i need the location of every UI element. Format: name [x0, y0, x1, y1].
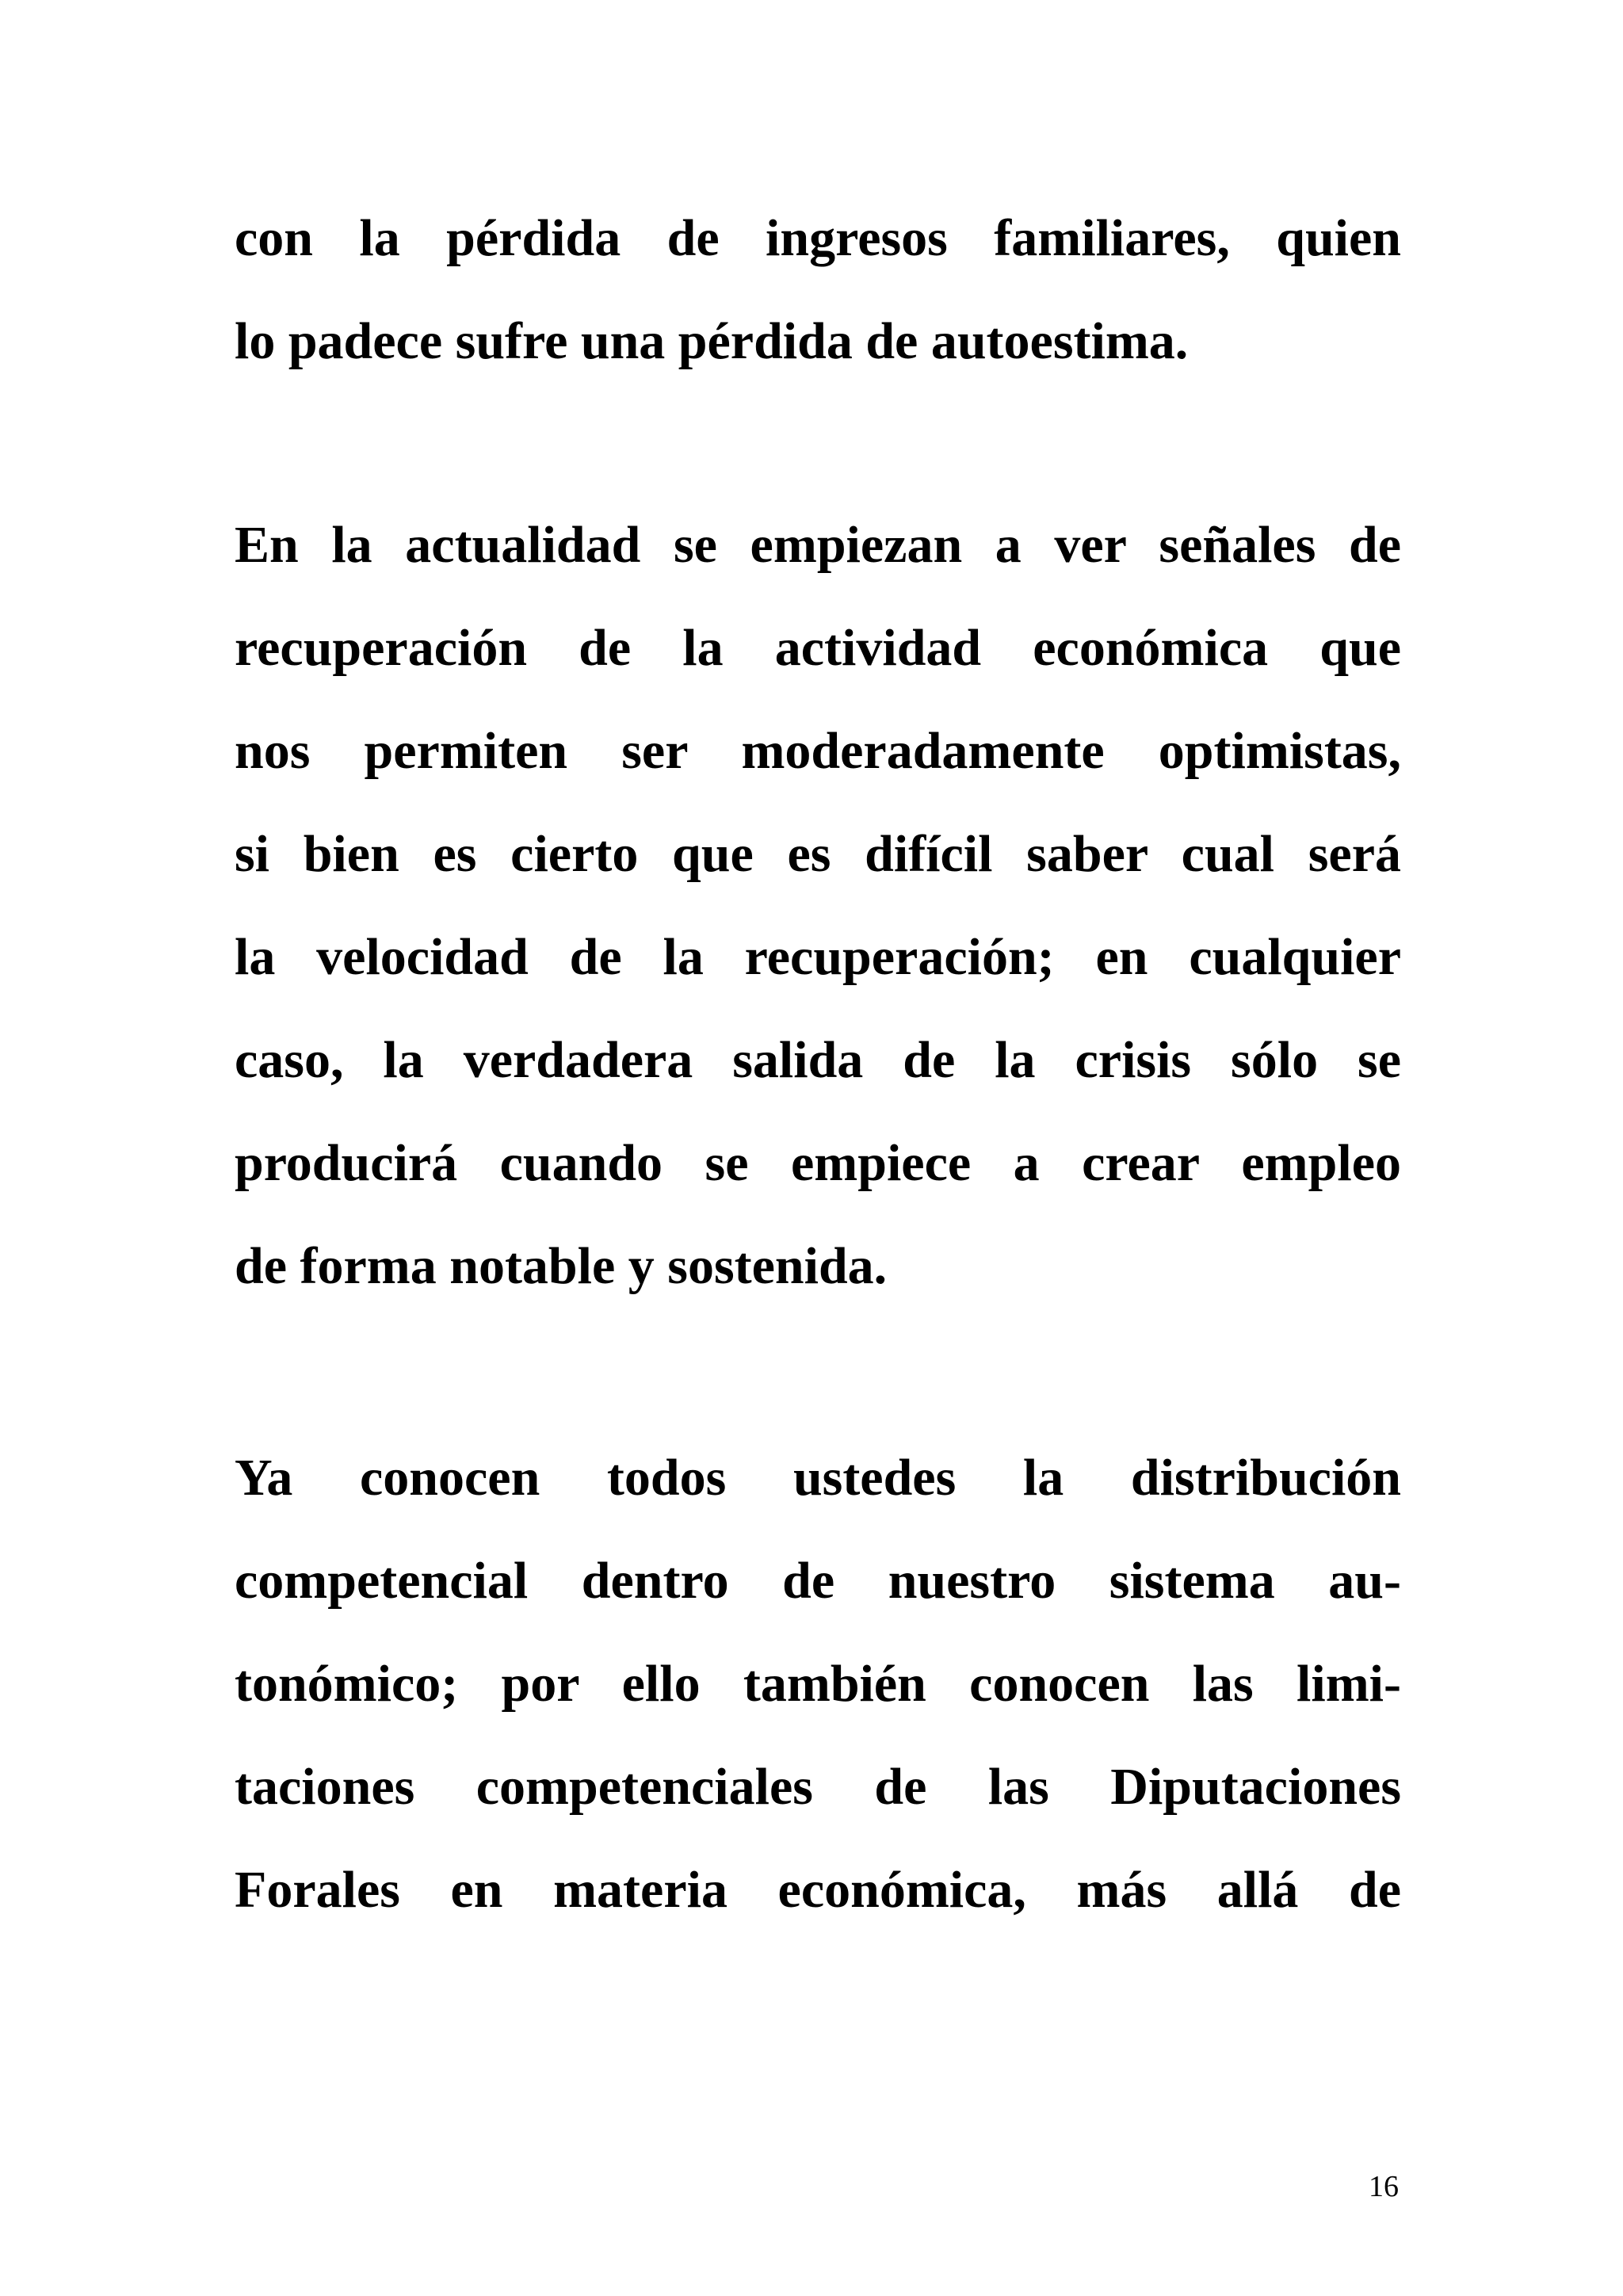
text-line: lo padece sufre una pérdida de autoestima.: [235, 312, 1189, 370]
page-number: 16: [1369, 2170, 1399, 2203]
paragraph-1: [235, 209, 1401, 418]
text-line: la velocidad de la recuperación; en cualquier: [235, 928, 1401, 986]
paragraph-3: [235, 1449, 1401, 1967]
text-line: taciones competenciales de las Diputaciones: [235, 1758, 1401, 1816]
text-line: producirá cuando se empiece a crear empleo: [235, 1134, 1401, 1192]
text-line: con la pérdida de ingresos familiares, quien: [235, 209, 1401, 267]
text-line: si bien es cierto que es difícil saber cual será: [235, 825, 1401, 883]
text-line: Ya conocen todos ustedes la distribución: [235, 1449, 1401, 1507]
text-line: En la actualidad se empiezan a ver señales de: [235, 516, 1401, 574]
text-line: nos permiten ser moderadamente optimistas,: [235, 722, 1401, 780]
text-line: de forma notable y sostenida.: [235, 1237, 888, 1295]
text-line: Forales en materia económica, más allá de: [235, 1861, 1401, 1919]
text-line: tonómico; por ello también conocen las limi-: [235, 1655, 1401, 1713]
text-line: caso, la verdadera salida de la crisis sólo se: [235, 1031, 1401, 1089]
text-line: recuperación de la actividad económica que: [235, 619, 1401, 677]
text-line: competencial dentro de nuestro sistema au-: [235, 1552, 1401, 1610]
paragraph-2: [235, 516, 1401, 1343]
